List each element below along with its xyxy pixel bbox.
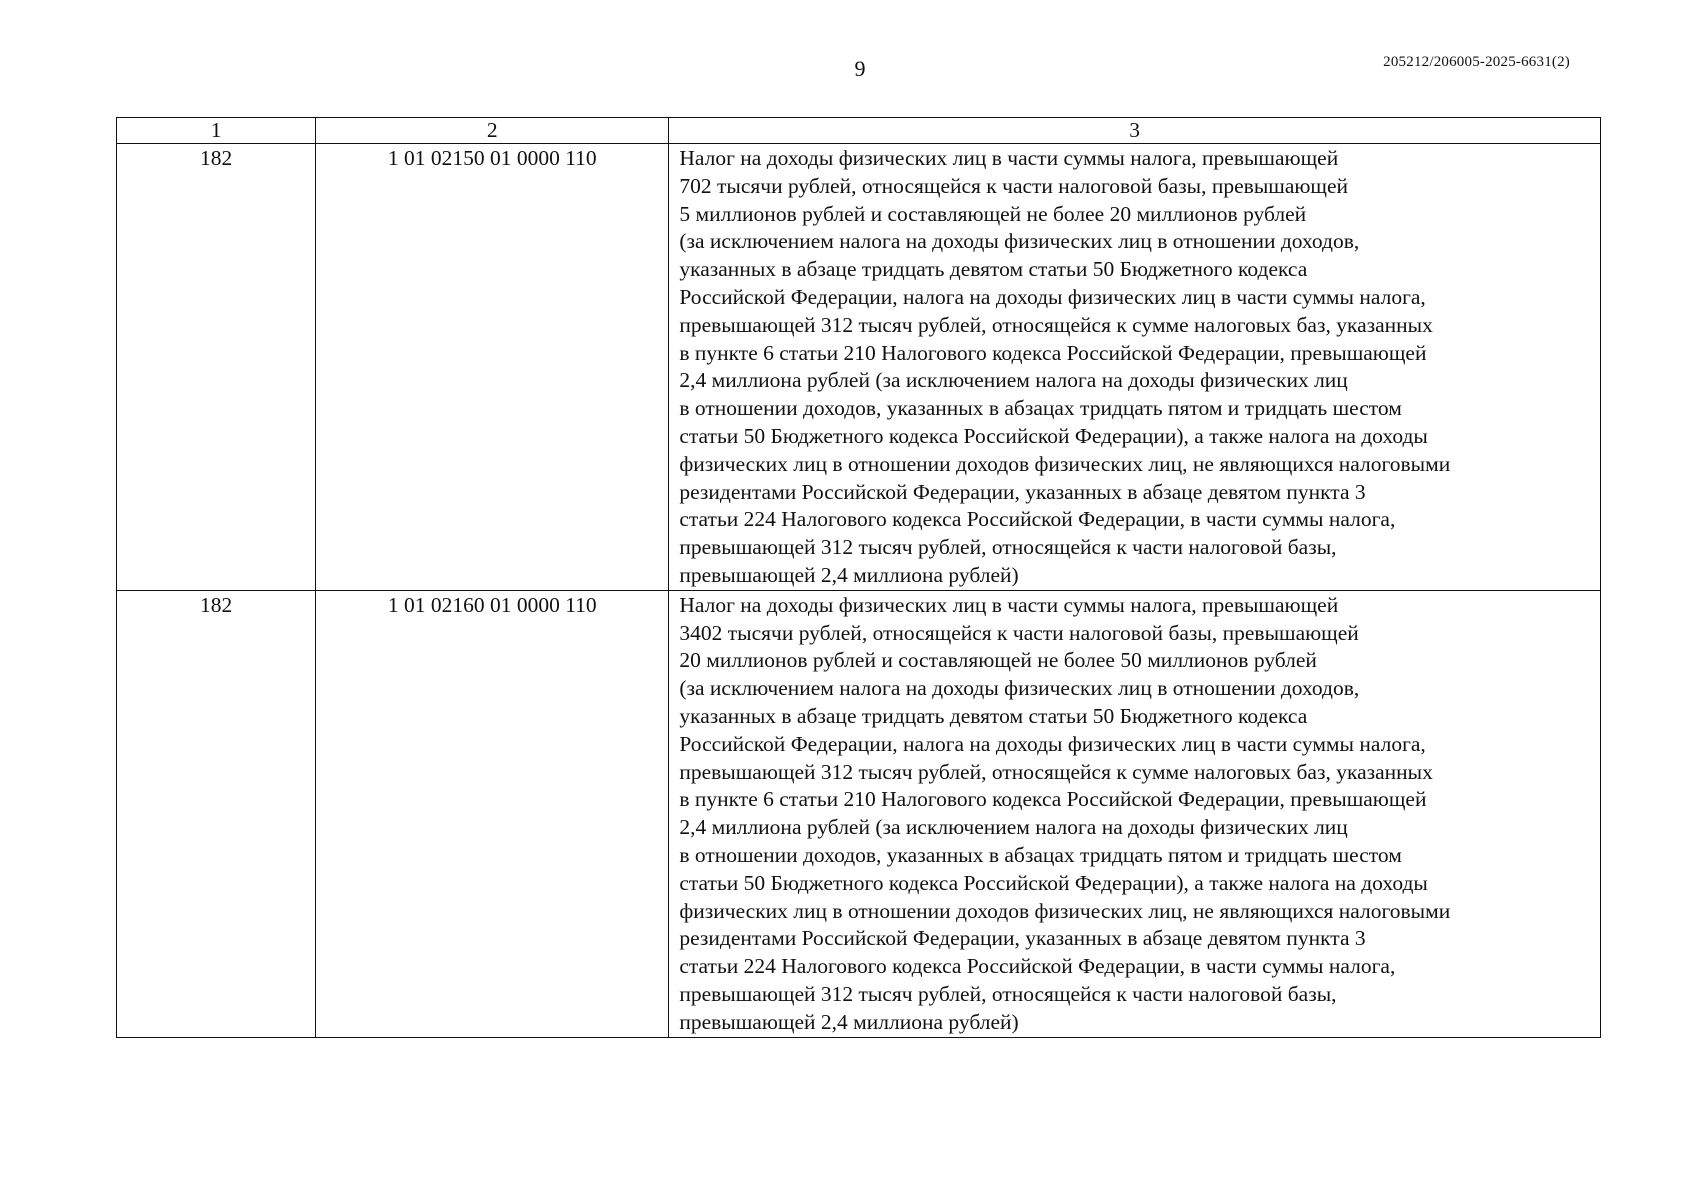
description-line: 2,4 миллиона рублей (за исключением налога на доходы физических лиц <box>679 368 1348 393</box>
description-line: в отношении доходов, указанных в абзацах тридцать пятом и тридцать шестом <box>679 842 1402 867</box>
description-line: в отношении доходов, указанных в абзацах тридцать пятом и тридцать шестом <box>679 396 1402 421</box>
description-line: 3402 тысячи рублей, относящейся к части налоговой базы, превышающей <box>679 620 1359 645</box>
admin-code-cell: 182 <box>117 144 316 591</box>
description-line: превышающей 2,4 миллиона рублей) <box>679 1009 1019 1034</box>
description-line: (за исключением налога на доходы физических лиц в отношении доходов, <box>679 676 1360 701</box>
column-header-3: 3 <box>669 118 1601 144</box>
description-line: Налог на доходы физических лиц в части суммы налога, превышающей <box>679 592 1339 617</box>
table-row <box>117 590 1601 1037</box>
page-number: 9 <box>854 56 866 81</box>
description-line: превышающей 2,4 миллиона рублей) <box>679 562 1019 587</box>
description-line: (за исключением налога на доходы физических лиц в отношении доходов, <box>679 229 1360 254</box>
description-cell <box>669 590 1601 1037</box>
description-line: указанных в абзаце тридцать девятом статьи 50 Бюджетного кодекса <box>679 257 1308 282</box>
description-line: 702 тысячи рублей, относящейся к части налоговой базы, превышающей <box>679 173 1349 198</box>
description-line: Российской Федерации, налога на доходы физических лиц в части суммы налога, <box>679 731 1426 756</box>
description-line: физических лиц в отношении доходов физических лиц, не являющихся налоговыми <box>679 898 1451 923</box>
column-header-2: 2 <box>316 118 669 144</box>
description-line: в пункте 6 статьи 210 Налогового кодекса Российской Федерации, превышающей <box>679 787 1427 812</box>
description-line: статьи 224 Налогового кодекса Российской Федерации, в части суммы налога, <box>679 507 1396 532</box>
budget-classification-table <box>116 117 1601 1038</box>
description-line: превышающей 312 тысяч рублей, относящейся к части налоговой базы, <box>679 535 1337 560</box>
description-cell <box>669 144 1601 591</box>
document-code: 205212/206005-2025-6631(2) <box>1383 54 1570 70</box>
description-line: Налог на доходы физических лиц в части суммы налога, превышающей <box>679 146 1339 170</box>
column-header-1: 1 <box>117 118 316 144</box>
description-line: 5 миллионов рублей и составляющей не более 20 миллионов рублей <box>679 201 1307 226</box>
description-line: указанных в абзаце тридцать девятом статьи 50 Бюджетного кодекса <box>679 703 1308 728</box>
description-line: Российской Федерации, налога на доходы физических лиц в части суммы налога, <box>679 284 1426 309</box>
admin-code-cell: 182 <box>117 590 316 1037</box>
table-row <box>117 144 1601 591</box>
description-line: 20 миллионов рублей и составляющей не более 50 миллионов рублей <box>679 648 1317 673</box>
description-line: резидентами Российской Федерации, указанных в абзаце девятом пункта 3 <box>679 479 1366 504</box>
description-line: превышающей 312 тысяч рублей, относящейся к части налоговой базы, <box>679 981 1337 1006</box>
description-line: в пункте 6 статьи 210 Налогового кодекса Российской Федерации, превышающей <box>679 340 1427 365</box>
description-line: статьи 224 Налогового кодекса Российской Федерации, в части суммы налога, <box>679 954 1396 979</box>
description-line: превышающей 312 тысяч рублей, относящейся к сумме налоговых баз, указанных <box>679 312 1433 337</box>
description-line: статьи 50 Бюджетного кодекса Российской Федерации), а также налога на доходы <box>679 423 1428 448</box>
description-line: 2,4 миллиона рублей (за исключением налога на доходы физических лиц <box>679 815 1348 840</box>
description-line: превышающей 312 тысяч рублей, относящейся к сумме налоговых баз, указанных <box>679 759 1433 784</box>
budget-code-cell: 1 01 02150 01 0000 110 <box>316 144 669 591</box>
budget-code-cell: 1 01 02160 01 0000 110 <box>316 590 669 1037</box>
description-line: резидентами Российской Федерации, указанных в абзаце девятом пункта 3 <box>679 926 1366 951</box>
table-header-row <box>117 118 1601 144</box>
description-line: статьи 50 Бюджетного кодекса Российской Федерации), а также налога на доходы <box>679 870 1428 895</box>
description-line: физических лиц в отношении доходов физических лиц, не являющихся налоговыми <box>679 451 1451 476</box>
